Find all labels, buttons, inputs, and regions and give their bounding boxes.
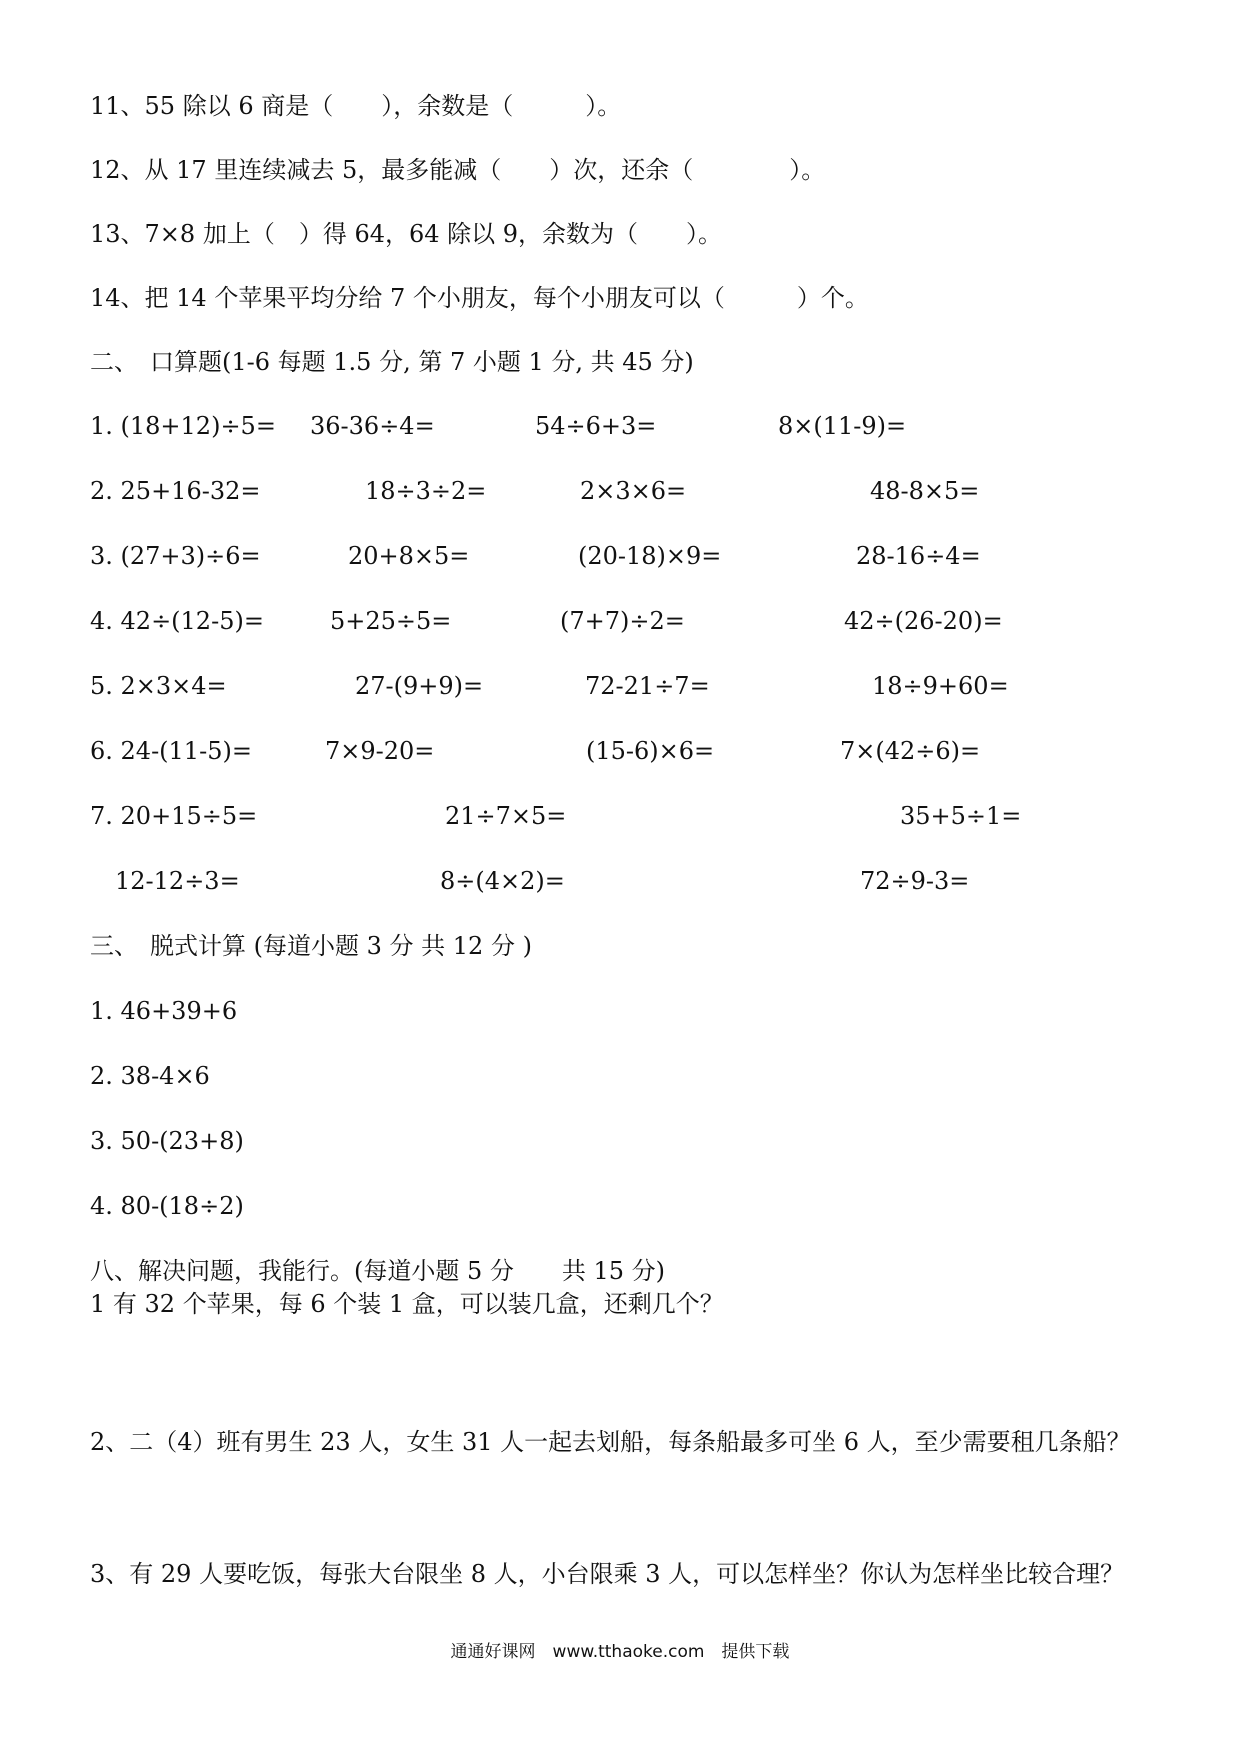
arith-1a: 1. (18+12)÷5= xyxy=(90,412,276,440)
arith-7a: 7. 20+15÷5= xyxy=(90,802,258,830)
arith-5a: 5. 2×3×4= xyxy=(90,672,227,700)
calc-item-2: 2. 38-4×6 xyxy=(90,1062,210,1090)
question-11: 11、55 除以 6 商是（ ），余数是（ ）。 xyxy=(90,92,622,120)
word-problem-3: 3、有 29 人要吃饭，每张大台限坐 8 人，小台限乘 3 人，可以怎样坐？你认为怎样坐比较合理？ xyxy=(90,1560,1125,1588)
arith-6c: (15-6)×6= xyxy=(586,737,715,765)
calc-item-4: 4. 80-(18÷2) xyxy=(90,1192,244,1220)
word-problem-1: 1 有 32 个苹果，每 6 个装 1 盒，可以装几盒，还剩几个？ xyxy=(90,1290,724,1318)
arith-2a: 2. 25+16-32= xyxy=(90,477,261,505)
arith-6b: 7×9-20= xyxy=(325,737,435,765)
arith-4b: 5+25÷5= xyxy=(330,607,452,635)
arith-1c: 54÷6+3= xyxy=(535,412,657,440)
section-8-title: 八、解决问题，我能行。(每道小题 5 分 共 15 分) xyxy=(90,1257,666,1285)
section-3-title: 三、 脱式计算 (每道小题 3 分 共 12 分 ) xyxy=(90,932,532,960)
question-12: 12、从 17 里连续减去 5，最多能减（ ）次，还余（ ）。 xyxy=(90,156,826,184)
arith-7c: 35+5÷1= xyxy=(900,802,1022,830)
calc-item-1: 1. 46+39+6 xyxy=(90,997,238,1025)
arith-4a: 4. 42÷(12-5)= xyxy=(90,607,264,635)
arith-4c: (7+7)÷2= xyxy=(560,607,685,635)
word-problem-2: 2、二（4）班有男生 23 人，女生 31 人一起去划船，每条船最多可坐 6 人，至少需要租几条船？ xyxy=(90,1428,1131,1456)
page-footer: 通通好课网 www.tthaoke.com 提供下载 xyxy=(450,1642,790,1662)
arith-8b: 8÷(4×2)= xyxy=(440,867,565,895)
arith-3c: (20-18)×9= xyxy=(578,542,722,570)
arith-3b: 20+8×5= xyxy=(348,542,470,570)
arith-5b: 27-(9+9)= xyxy=(355,672,484,700)
section-2-title: 二、 口算题(1-6 每题 1.5 分, 第 7 小题 1 分, 共 45 分) xyxy=(90,348,694,376)
arith-1b: 36-36÷4= xyxy=(310,412,435,440)
arith-4d: 42÷(26-20)= xyxy=(844,607,1003,635)
arith-7b: 21÷7×5= xyxy=(445,802,567,830)
arith-5c: 72-21÷7= xyxy=(585,672,710,700)
arith-3a: 3. (27+3)÷6= xyxy=(90,542,261,570)
arith-2b: 18÷3÷2= xyxy=(365,477,487,505)
arith-1d: 8×(11-9)= xyxy=(778,412,907,440)
arith-2d: 48-8×5= xyxy=(870,477,980,505)
arith-6d: 7×(42÷6)= xyxy=(840,737,981,765)
calc-item-3: 3. 50-(23+8) xyxy=(90,1127,244,1155)
question-13: 13、7×8 加上（ ）得 64，64 除以 9，余数为（ ）。 xyxy=(90,220,723,248)
arith-6a: 6. 24-(11-5)= xyxy=(90,737,252,765)
arith-8c: 72÷9-3= xyxy=(860,867,970,895)
question-14: 14、把 14 个苹果平均分给 7 个小朋友，每个小朋友可以（ ）个。 xyxy=(90,284,869,312)
arith-8a: 12-12÷3= xyxy=(115,867,240,895)
arith-5d: 18÷9+60= xyxy=(872,672,1009,700)
arith-2c: 2×3×6= xyxy=(580,477,687,505)
arith-3d: 28-16÷4= xyxy=(856,542,981,570)
